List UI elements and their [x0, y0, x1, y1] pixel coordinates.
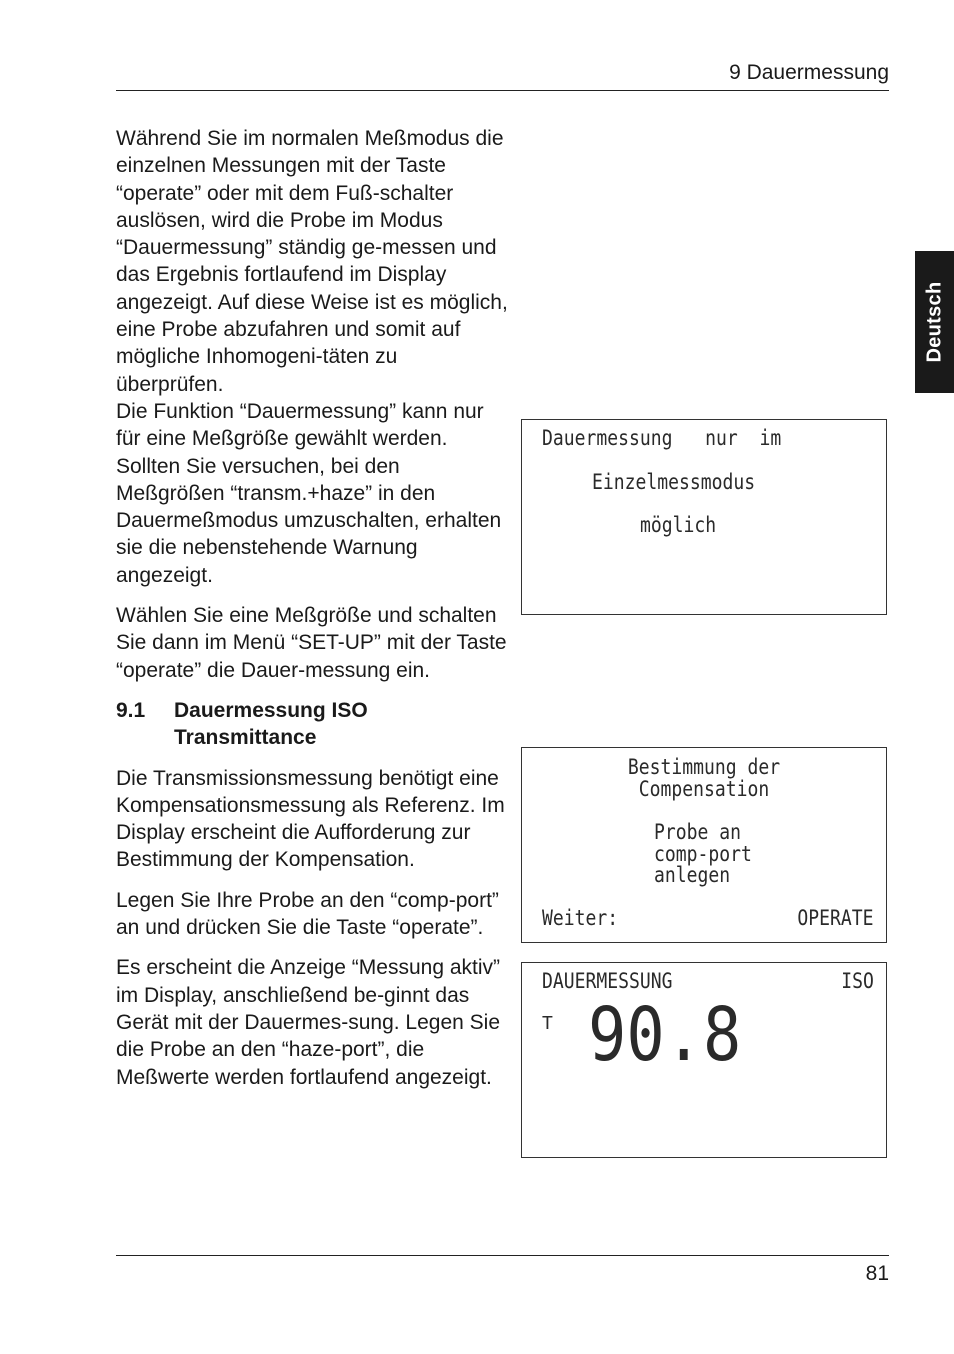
display-comp-line4: comp-port — [654, 842, 752, 866]
display-comp-line3: Probe an — [654, 820, 741, 844]
display-warning-line1: Dauermessung nur im — [542, 426, 782, 450]
section-heading — [116, 697, 508, 752]
body-text-column — [116, 125, 508, 1104]
page-number: 81 — [865, 1262, 889, 1285]
display-warning-line2: Einzelmessmodus — [592, 470, 756, 494]
display-standard-label: ISO — [841, 969, 874, 993]
display-comp-continue-label: Weiter: — [542, 906, 619, 930]
display-comp-operate-label: OPERATE — [797, 906, 874, 930]
paragraph-haze-port: Es erscheint die Anzeige “Messung aktiv” im Display, anschließend be-ginnt das Gerät mit der Dauermes-sung. Legen Sie die Probe an den “haze-port”, die Meßwerte werden fortlaufend angezeigt. — [116, 956, 501, 1089]
display-measurement — [521, 962, 887, 1158]
section-number: 9.1 — [116, 698, 146, 722]
display-comp-line5: anlegen — [654, 863, 731, 887]
language-tab-label: Deutsch — [923, 281, 945, 363]
display-transmittance-indicator: T — [542, 1013, 553, 1034]
paragraph-restriction: Die Funktion “Dauermessung” kann nur für eine Meßgröße gewählt werden. Sollten Sie versuchen, bei den Meßgrößen “transm.+haze” in den Dauermeßmodus umzuschalten, erhalten sie die nebenstehende Warnung angezeigt. — [116, 399, 502, 587]
display-comp-line1: Bestimmung der — [627, 755, 781, 779]
running-header: 9 Dauermessung — [729, 61, 889, 84]
display-mode-label: DAUERMESSUNG — [542, 969, 673, 993]
display-compensation — [521, 747, 887, 943]
display-measured-value: 90.8 — [588, 992, 742, 1078]
paragraph-compensation: Die Transmissionsmessung benötigt eine Kompensationsmessung als Referenz. Im Display erscheint die Aufforderung zur Bestimmung der Kompensation. — [116, 766, 505, 872]
display-warning-line3: möglich — [640, 513, 717, 537]
display-warning — [521, 419, 887, 615]
display-comp-line2: Compensation — [638, 777, 770, 801]
header-rule — [116, 90, 889, 91]
section-title: Dauermessung ISO Transmittance — [174, 698, 368, 750]
language-tab — [915, 251, 954, 393]
paragraph-intro: Während Sie im normalen Meßmodus die einzelnen Messungen mit der Taste “operate” oder mit dem Fuß-schalter auslösen, wird die Probe im Modus “Dauermessung” ständig ge-messen und das Ergebnis fortlaufend im Display angezeigt. Auf diese Weise ist es möglich, eine Probe abzufahren und somit auf mögliche Inhomogeni-täten zu überprüfen. — [116, 127, 508, 396]
paragraph-setup: Wählen Sie eine Meßgröße und schalten Sie dann im Menü “SET-UP” mit der Taste “operate” die Dauer-messung ein. — [116, 604, 507, 682]
footer-rule — [116, 1255, 889, 1256]
paragraph-comp-port: Legen Sie Ihre Probe an den “comp-port” an und drücken Sie die Taste “operate”. — [116, 888, 499, 940]
